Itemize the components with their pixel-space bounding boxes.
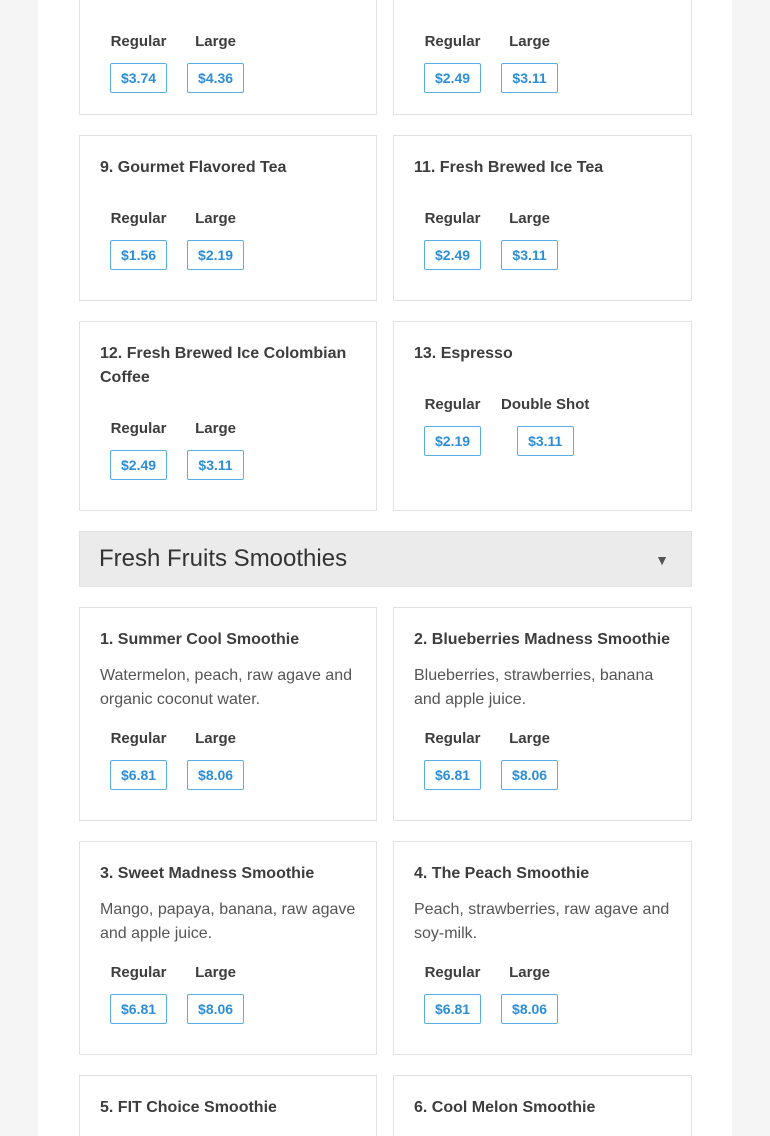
item-description: Blueberries, strawberries, banana and apple juice. [414, 667, 654, 708]
size-label: Large [195, 33, 236, 50]
size-option [187, 33, 244, 93]
price-button[interactable]: $6.81 [424, 994, 481, 1024]
menu-item-card [79, 0, 377, 115]
menu-item-card [79, 1075, 377, 1136]
size-options [424, 396, 589, 456]
item-title: 13. Espresso [414, 345, 513, 362]
price-button[interactable]: $8.06 [501, 760, 558, 790]
price-button[interactable]: $8.06 [501, 994, 558, 1024]
price-button[interactable]: $2.49 [110, 450, 167, 480]
price-button[interactable]: $4.36 [187, 63, 244, 93]
price-button[interactable]: $3.11 [501, 240, 558, 270]
menu-item-card [393, 321, 692, 511]
size-option [187, 420, 244, 480]
item-description: Peach, strawberries, raw agave and soy-milk. [414, 901, 670, 942]
size-label: Large [509, 210, 550, 227]
size-option [187, 210, 244, 270]
size-options [424, 210, 558, 270]
size-label: Large [509, 33, 550, 50]
price-button[interactable]: $6.81 [110, 760, 167, 790]
size-option [424, 33, 481, 93]
size-label: Regular [110, 210, 167, 227]
menu-item-card [79, 607, 377, 821]
size-option [110, 420, 167, 480]
size-option [187, 964, 244, 1024]
size-option [424, 964, 481, 1024]
price-button[interactable]: $3.11 [517, 426, 574, 456]
item-title: 5. FIT Choice Smoothie [100, 1099, 277, 1116]
price-button[interactable]: $3.11 [187, 450, 244, 480]
item-title: 1. Summer Cool Smoothie [100, 631, 300, 648]
size-label: Regular [110, 730, 167, 747]
menu-item-card [79, 841, 377, 1055]
item-title: 4. The Peach Smoothie [414, 865, 590, 882]
size-options [424, 33, 558, 93]
size-option [501, 210, 558, 270]
menu-item-card [393, 607, 692, 821]
price-button[interactable]: $8.06 [187, 760, 244, 790]
size-option [424, 396, 481, 456]
size-options [110, 210, 244, 270]
size-options [424, 964, 558, 1024]
size-label: Regular [110, 420, 167, 437]
size-label: Large [509, 730, 550, 747]
menu-page [38, 0, 732, 1136]
item-description: Watermelon, peach, raw agave and organic coconut water. [100, 667, 352, 708]
size-option [187, 730, 244, 790]
price-button[interactable]: $6.81 [424, 760, 481, 790]
size-label: Regular [110, 964, 167, 981]
size-options [110, 730, 244, 790]
size-label: Large [195, 420, 236, 437]
size-option [110, 210, 167, 270]
size-label: Regular [424, 33, 481, 50]
item-title: 12. Fresh Brewed Ice Colombian Coffee [100, 345, 347, 386]
size-option [501, 33, 558, 93]
size-label: Regular [424, 730, 481, 747]
item-title: 9. Gourmet Flavored Tea [100, 159, 287, 176]
price-button[interactable]: $2.19 [187, 240, 244, 270]
item-title: 6. Cool Melon Smoothie [414, 1099, 596, 1116]
size-option [110, 730, 167, 790]
price-button[interactable]: $2.19 [424, 426, 481, 456]
section-header-smoothies[interactable] [79, 531, 692, 587]
size-label: Regular [424, 210, 481, 227]
size-option [501, 396, 589, 456]
size-label: Regular [110, 33, 167, 50]
size-label: Regular [424, 964, 481, 981]
item-title: 3. Sweet Madness Smoothie [100, 865, 315, 882]
menu-item-card [393, 135, 692, 301]
size-label: Large [195, 964, 236, 981]
caret-down-icon: ▼ [655, 552, 669, 568]
section-title: Fresh Fruits Smoothies [99, 545, 348, 572]
price-button[interactable]: $2.49 [424, 63, 481, 93]
price-button[interactable]: $1.56 [110, 240, 167, 270]
size-option [110, 33, 167, 93]
menu-item-card [79, 321, 377, 511]
price-button[interactable]: $3.74 [110, 63, 167, 93]
menu-item-card [79, 135, 377, 301]
size-label: Regular [424, 396, 481, 413]
item-description: Mango, papaya, banana, raw agave and apple juice. [100, 901, 356, 942]
item-title: 2. Blueberries Madness Smoothie [414, 631, 671, 648]
size-options [110, 964, 244, 1024]
size-option [424, 210, 481, 270]
size-options [110, 33, 244, 93]
menu-item-card [393, 1075, 692, 1136]
menu-item-card [393, 0, 692, 115]
menu-item-card [393, 841, 692, 1055]
size-label: Large [195, 730, 236, 747]
price-button[interactable]: $2.49 [424, 240, 481, 270]
price-button[interactable]: $6.81 [110, 994, 167, 1024]
price-button[interactable]: $8.06 [187, 994, 244, 1024]
size-option [501, 730, 558, 790]
size-option [110, 964, 167, 1024]
size-option [424, 730, 481, 790]
size-label: Double Shot [501, 396, 590, 413]
price-button[interactable]: $3.11 [501, 63, 558, 93]
size-option [501, 964, 558, 1024]
size-options [110, 420, 244, 480]
size-label: Large [195, 210, 236, 227]
item-title: 11. Fresh Brewed Ice Tea [414, 159, 604, 176]
size-options [424, 730, 558, 790]
size-label: Large [509, 964, 550, 981]
